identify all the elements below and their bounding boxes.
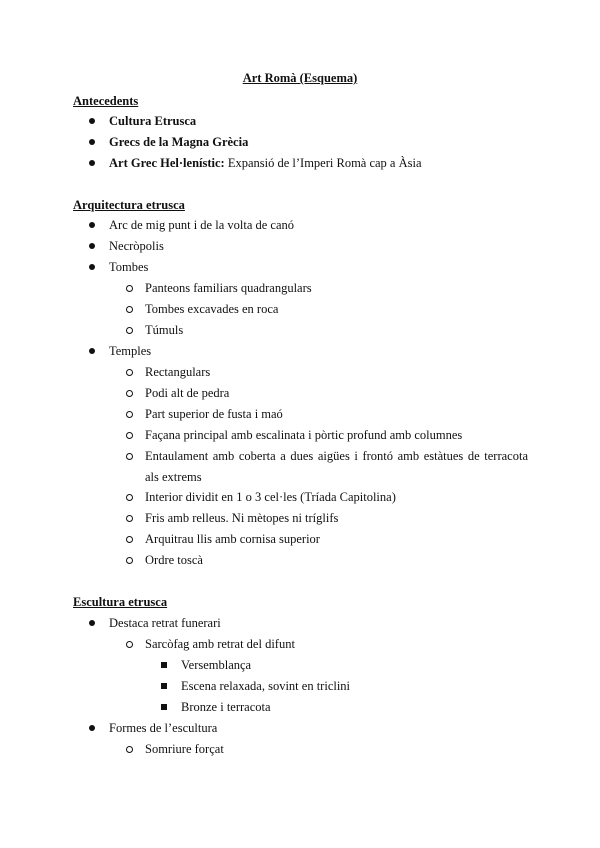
bullet-disc-icon	[89, 139, 95, 145]
list-item-label: Tombes excavades en roca	[145, 302, 279, 316]
bullet-circle-icon	[126, 369, 133, 376]
bullet-circle-icon	[126, 327, 133, 334]
list-item-label: Ordre toscà	[145, 553, 203, 567]
bullet-circle-icon	[126, 641, 133, 648]
list-item-label: Interior dividit en 1 o 3 cel·les (Tríada Capitolina)	[145, 490, 396, 504]
bullet-disc-icon	[89, 264, 95, 270]
section-heading-arquitectura: Arquitectura etrusca	[73, 198, 185, 212]
list-item	[181, 655, 251, 676]
list-item-label: Arquitrau llis amb cornisa superior	[145, 532, 320, 546]
document-title: Art Romà (Esquema)	[242, 71, 358, 85]
list-item-label: Part superior de fusta i maó	[145, 407, 283, 421]
bullet-square-icon	[161, 683, 167, 689]
list-item-label: Somriure forçat	[145, 742, 224, 756]
section-heading-antecedents: Antecedents	[73, 94, 139, 108]
bullet-disc-icon	[89, 160, 95, 166]
bullet-disc-icon	[89, 348, 95, 354]
list-item	[145, 739, 224, 760]
bullet-circle-icon	[126, 306, 133, 313]
list-item	[145, 383, 229, 404]
bullet-circle-icon	[126, 453, 133, 460]
list-item	[145, 446, 528, 488]
bullet-circle-icon	[126, 536, 133, 543]
list-item	[181, 676, 350, 697]
list-item-label: Necròpolis	[109, 239, 164, 253]
bullet-circle-icon	[126, 557, 133, 564]
list-item	[109, 132, 248, 153]
list-item	[145, 362, 210, 383]
list-item	[145, 508, 338, 529]
list-item-label: Rectangulars	[145, 365, 211, 379]
list-item	[109, 153, 422, 174]
list-item-label: Panteons familiars quadrangulars	[145, 281, 312, 295]
bullet-circle-icon	[126, 746, 133, 753]
list-item	[145, 278, 312, 299]
list-item	[145, 487, 396, 508]
list-item	[145, 634, 295, 655]
list-item-text: Expansió de l’Imperi Romà cap a Àsia	[224, 156, 422, 170]
list-item	[181, 697, 271, 718]
list-item	[109, 718, 217, 739]
list-item-label: Grecs de la Magna Grècia	[109, 135, 249, 149]
bullet-circle-icon	[126, 432, 133, 439]
list-item	[145, 425, 462, 446]
bullet-circle-icon	[126, 285, 133, 292]
list-item-label: Túmuls	[145, 323, 184, 337]
bullet-square-icon	[161, 704, 167, 710]
bullet-circle-icon	[126, 411, 133, 418]
list-item-label: Formes de l’escultura	[109, 721, 218, 735]
list-item-label: Temples	[109, 344, 152, 358]
list-item-label: Sarcòfag amb retrat del difunt	[145, 637, 295, 651]
list-item-label: Podi alt de pedra	[145, 386, 230, 400]
list-item-label: Tombes	[109, 260, 149, 274]
list-item-label: Façana principal amb escalinata i pòrtic profund amb columnes	[145, 428, 463, 442]
list-item	[145, 299, 278, 320]
list-item-label: Arc de mig punt i de la volta de canó	[109, 218, 295, 232]
bullet-disc-icon	[89, 222, 95, 228]
bullet-disc-icon	[89, 620, 95, 626]
list-item	[109, 236, 164, 257]
list-item	[145, 404, 283, 425]
list-item-label: Entaulament amb coberta a dues aigües i frontó amb estàtues de terracota als extrems	[145, 449, 528, 484]
list-item-label: Bronze i terracota	[181, 700, 271, 714]
list-item	[109, 257, 148, 278]
list-item	[109, 341, 151, 362]
list-item-label: Escena relaxada, sovint en triclini	[181, 679, 351, 693]
bullet-square-icon	[161, 662, 167, 668]
bullet-circle-icon	[126, 390, 133, 397]
list-item-label: Versemblança	[181, 658, 252, 672]
list-item-label: Destaca retrat funerari	[109, 616, 221, 630]
bullet-disc-icon	[89, 243, 95, 249]
section-heading-escultura: Escultura etrusca	[73, 595, 168, 609]
list-item	[145, 529, 320, 550]
bullet-disc-icon	[89, 118, 95, 124]
bullet-circle-icon	[126, 494, 133, 501]
list-item	[109, 613, 221, 634]
list-item	[145, 320, 183, 341]
bullet-disc-icon	[89, 725, 95, 731]
list-item-label: Cultura Etrusca	[109, 114, 197, 128]
list-item-label: Art Grec Hel·lenístic:	[109, 156, 225, 170]
list-item	[145, 550, 203, 571]
list-item-label: Fris amb relleus. Ni mètopes ni tríglifs	[145, 511, 339, 525]
list-item	[109, 111, 196, 132]
bullet-circle-icon	[126, 515, 133, 522]
list-item	[109, 215, 294, 236]
